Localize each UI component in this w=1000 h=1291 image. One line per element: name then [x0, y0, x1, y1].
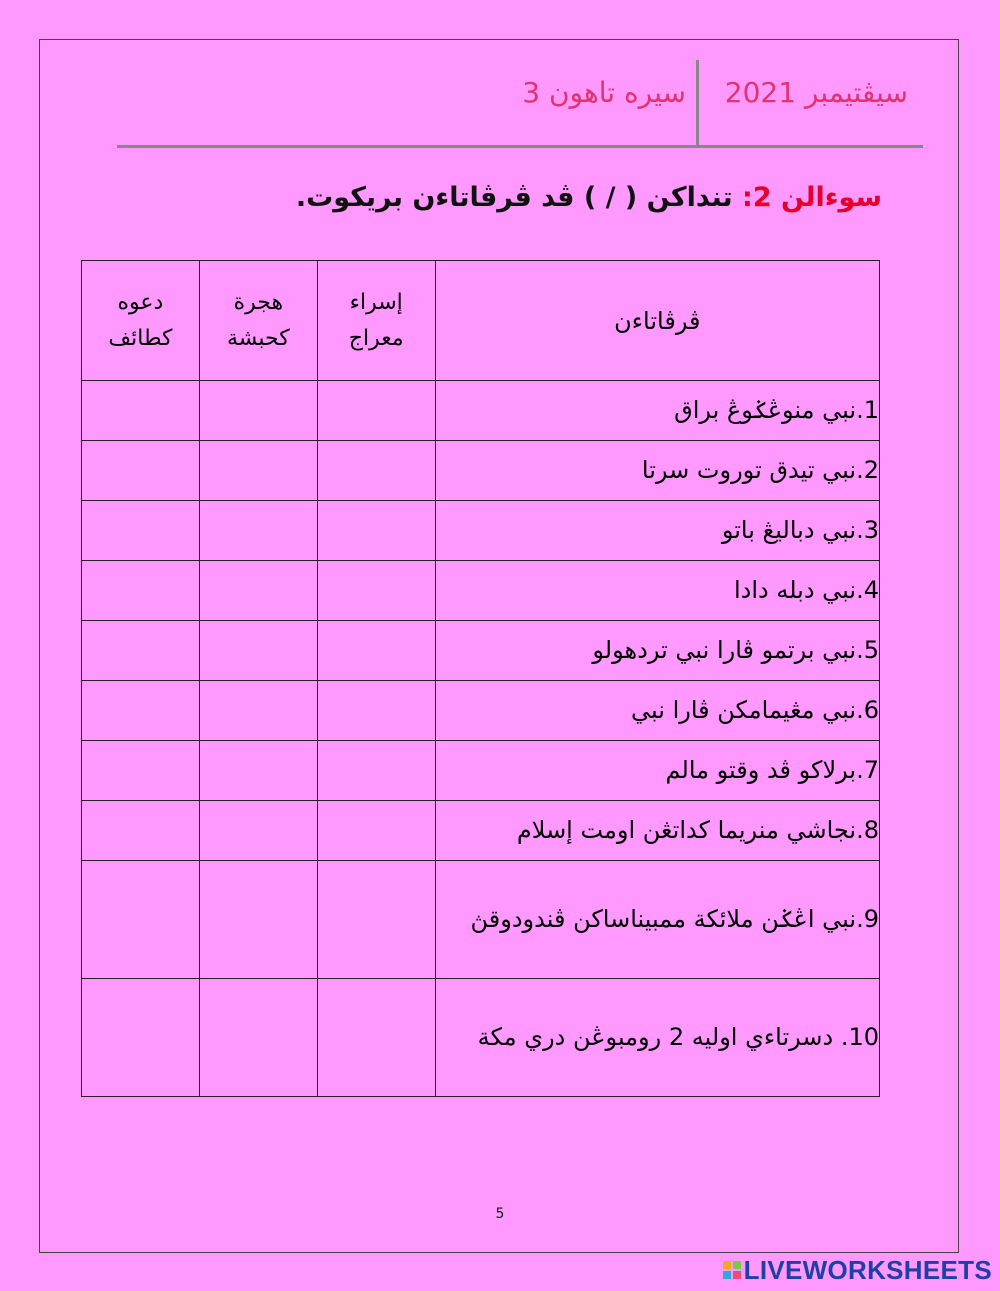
answer-cell-hijrah[interactable] — [199, 861, 317, 979]
answer-cell-hijrah[interactable] — [199, 621, 317, 681]
header-hijrah-line2: كحبشة — [226, 325, 290, 351]
answer-cell-dakwah[interactable] — [82, 441, 200, 501]
answer-cell-isra-miraj[interactable] — [317, 561, 435, 621]
header-dakwah-line1: دعوه — [117, 290, 164, 316]
table-row — [82, 381, 880, 441]
answer-cell-hijrah[interactable] — [199, 441, 317, 501]
answer-cell-isra-miraj[interactable] — [317, 621, 435, 681]
item-text: نبي تيدق توروت سرتا — [641, 456, 857, 485]
header-title: سيره تاهون 3 — [522, 76, 686, 109]
table-row — [82, 979, 880, 1097]
item-text: نبي مڠيمامكن ڤارا نبي — [631, 696, 857, 725]
item-number: 8. — [856, 816, 879, 845]
answer-cell-isra-miraj[interactable] — [317, 441, 435, 501]
item-number: 1. — [856, 396, 879, 425]
answer-cell-dakwah[interactable] — [82, 979, 200, 1097]
item-cell — [435, 381, 879, 441]
table-row — [82, 861, 880, 979]
header-rule — [117, 145, 923, 148]
answer-cell-isra-miraj[interactable] — [317, 741, 435, 801]
question-number: سوءالن 2: — [742, 182, 882, 213]
answer-cell-dakwah[interactable] — [82, 381, 200, 441]
item-number: 9. — [856, 904, 879, 933]
table-row — [82, 801, 880, 861]
header-item: ڤرڤاتاءن — [435, 261, 879, 381]
answer-cell-isra-miraj[interactable] — [317, 501, 435, 561]
header-isra-miraj — [317, 261, 435, 381]
answer-cell-dakwah[interactable] — [82, 741, 200, 801]
answer-cell-hijrah[interactable] — [199, 381, 317, 441]
item-text: نبي دباليڠ باتو — [721, 516, 857, 545]
table-row — [82, 441, 880, 501]
liveworksheets-logo-text: LIVEWORKSHEETS — [743, 1254, 992, 1285]
answer-cell-hijrah[interactable] — [199, 501, 317, 561]
table-row — [82, 621, 880, 681]
answer-cell-hijrah[interactable] — [199, 561, 317, 621]
item-number: 5. — [856, 636, 879, 665]
header-isra-line1: إسراء — [349, 290, 403, 316]
item-text: نبي برتمو ڤارا نبي تردهولو — [592, 636, 857, 665]
item-number: 2. — [856, 456, 879, 485]
item-cell — [435, 561, 879, 621]
header-divider — [696, 60, 699, 146]
answer-cell-dakwah[interactable] — [82, 861, 200, 979]
answer-cell-hijrah[interactable] — [199, 801, 317, 861]
answer-cell-dakwah[interactable] — [82, 621, 200, 681]
answer-cell-isra-miraj[interactable] — [317, 381, 435, 441]
item-cell — [435, 501, 879, 561]
header-date: سيڤتيمبر 2021 — [724, 76, 908, 109]
answer-cell-dakwah[interactable] — [82, 561, 200, 621]
header-hijrah-line1: هجرة — [233, 290, 284, 316]
table-row — [82, 501, 880, 561]
answer-cell-isra-miraj[interactable] — [317, 801, 435, 861]
item-text: نجاشي منريما كداتڠن اومت إسلام — [516, 816, 857, 845]
table-row — [82, 741, 880, 801]
item-number: 10. — [840, 1022, 879, 1051]
item-cell — [435, 681, 879, 741]
answer-cell-dakwah[interactable] — [82, 801, 200, 861]
answer-cell-dakwah[interactable] — [82, 681, 200, 741]
header-isra-line2: معراج — [348, 325, 404, 351]
answer-cell-isra-miraj[interactable] — [317, 979, 435, 1097]
header-hijrah — [199, 261, 317, 381]
item-cell — [435, 861, 879, 979]
header-dakwah-line2: كطائف — [108, 325, 173, 351]
answer-cell-isra-miraj[interactable] — [317, 681, 435, 741]
liveworksheets-logo-icon — [723, 1261, 741, 1279]
header-dakwah — [82, 261, 200, 381]
question-text: تنداكن ( / ) ڤد ڤرڤاتاءن بريكوت. — [295, 182, 743, 213]
item-number: 3. — [856, 516, 879, 545]
item-cell — [435, 741, 879, 801]
item-cell — [435, 801, 879, 861]
liveworksheets-logo — [723, 1255, 992, 1285]
item-text: نبي منوڠݢوڠ براق — [674, 396, 857, 425]
answer-cell-hijrah[interactable] — [199, 741, 317, 801]
item-number: 7. — [856, 756, 879, 785]
item-text: نبي اڠݢن ملائكة ممبيناساكن ڤندودوقڽ — [470, 904, 857, 933]
table-row — [82, 561, 880, 621]
item-cell — [435, 979, 879, 1097]
page-number: 5 — [495, 1206, 505, 1222]
answer-table — [81, 260, 880, 1097]
question-heading — [296, 182, 882, 213]
answer-cell-dakwah[interactable] — [82, 501, 200, 561]
answer-cell-hijrah[interactable] — [199, 681, 317, 741]
table-header-row — [82, 261, 880, 381]
table-row — [82, 681, 880, 741]
item-text: نبي دبله دادا — [734, 576, 857, 605]
answer-cell-hijrah[interactable] — [199, 979, 317, 1097]
item-cell — [435, 621, 879, 681]
item-text: برلاكو ڤد وقتو مالم — [665, 756, 857, 785]
answer-cell-isra-miraj[interactable] — [317, 861, 435, 979]
item-text: دسرتاءي اوليه 2 رومبوڠن دري مكة — [477, 1022, 841, 1051]
item-number: 4. — [856, 576, 879, 605]
item-number: 6. — [856, 696, 879, 725]
item-cell — [435, 441, 879, 501]
